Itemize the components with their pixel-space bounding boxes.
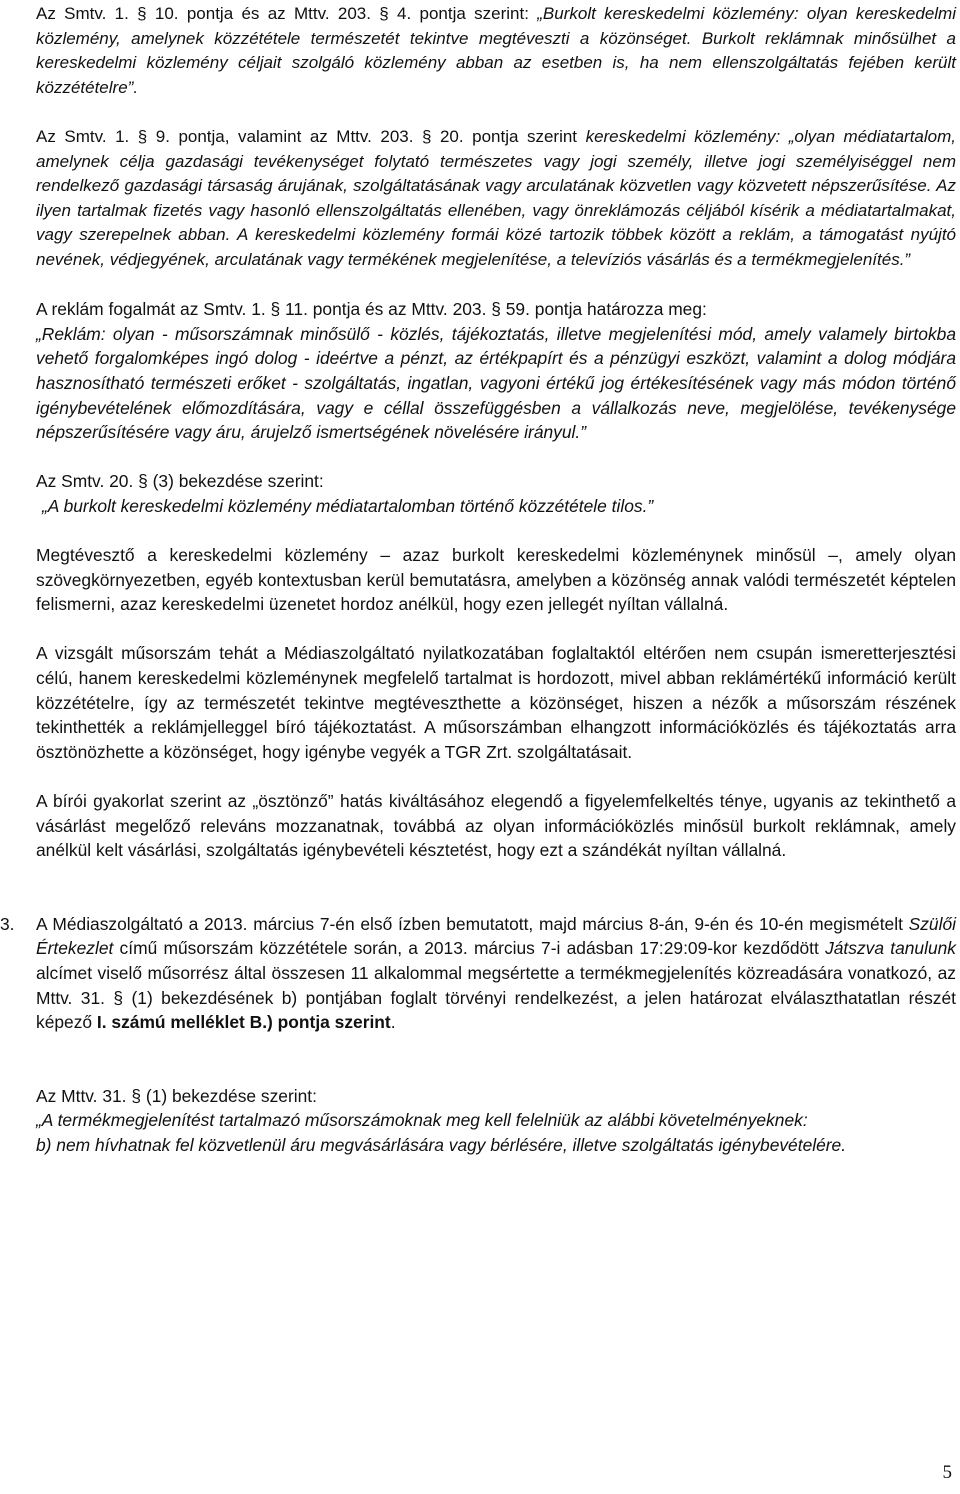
paragraph-reklam-lead: A reklám fogalmát az Smtv. 1. § 11. pontja és az Mttv. 203. § 59. pontja határozza meg: [36,299,707,320]
text-run: . [390,1012,396,1033]
text-run: című műsorszám közzététele során, a 2013. március 7-i adásban 17:29:09-kor kezdődött [113,938,826,959]
document-page [0,2,956,1158]
program-title: Szülői Értekezlet [36,913,956,959]
paragraph-mttv-quote-2: b) nem hívhatnak fel közvetlenül áru megvásárlására vagy bérlésére, illetve szolgáltatás igénybevételére. [36,1134,847,1155]
paragraph-mttv-quote-1: „A termékmegjelenítést tartalmazó műsorszámoknak meg kell felelniük az alábbi követelményeknek: [36,1110,808,1131]
paragraph-kereskedelmi-definition [36,125,956,273]
citation-lead: Az Smtv. 1. § 9. pontja, valamint az Mttv. 203. § 20. pontja szerint [36,126,586,146]
paragraph-reklam-quote: „Reklám: olyan - műsorszámnak minősülő - közlés, tájékoztatás, illetve megjelenítési mód, amely valamely birtokba vehető forgalomképes ingó dolog - ideértve a pénzt, az értékpapírt és a pénzügyi eszközt, valamint a dolog módjára hasznosítható természeti erőket - szolgáltatás, ingatlan, vagyoni értékű jog értékesítésének vagy más módon történő igénybevételének előmozdítására, vagy e céllal összefüggésben a vállalkozás neve, megjelölése, tevékenysége népszerűsítésére vagy áru, árujelző ismertségének növelésére irányul.” [36,323,956,443]
paragraph-number: 3. [0,913,15,934]
section-burkolt [36,2,956,273]
page-number: 5 [942,1462,952,1483]
paragraph-mttv-lead: Az Mttv. 31. § (1) bekezdése szerint: [36,1085,317,1106]
text-run: alcímet viselő műsorrész által összesen 11 alkalommal megsértette a termékmegjelenítés közreadására vonatkozó, az Mttv. 31. § (1) bekezdésének b) pontjában foglalt törvényi rendelkezést, a jelen határozat elválaszthatatlan részét képező [36,962,956,1033]
paragraph-megteveszto: Megtévesztő a kereskedelmi közlemény – azaz burkolt kereskedelmi közleménynek minősül –, amely olyan szövegkörnyezetben, egyéb kontextusban kerül bemutatásra, amelyben a közönség annak valódi természetét képtelen felismerni, azaz kereskedelmi üzenetet hordoz anélkül, hogy ezen jellegét nyíltan vállalná. [36,545,956,615]
paragraph-smtv-quote: „A burkolt kereskedelmi közlemény médiatartalomban történő közzététele tilos.” [42,495,654,516]
annex-reference: I. számú melléklet B.) pontja szerint [96,1012,391,1033]
segment-title: Játszva tanulunk [825,938,956,959]
numbered-paragraph-3 [0,912,956,1035]
paragraph-birói-gyakorlat: A bírói gyakorlat szerint az „ösztönző” hatás kiváltásához elegendő a figyelemfelkeltés ténye, ugyanis az tekinthető a vásárlást megelőző releváns mozzanatnak, továbbá az olyan információközlés minősül burkolt reklámnak, amely anélkül kelt vásárlási, szolgáltatás igénybevételi késztetést, hogy ezt a szándékát nyíltan vállalná. [36,791,956,861]
citation-quote: kereskedelmi közlemény: „olyan médiatartalom, amelynek célja gazdasági tevékenységet folytató természetes vagy jogi személy, illetve jogi személyiséggel nem rendelkező gazdasági társaság árujának, szolgáltatásának vagy arculatának közvetlen vagy közvetett népszerűsítése. Az ilyen tartalmak fizetés vagy hasonló ellenszolgáltatás ellenében, vagy önreklámozás céljából kísérik a médiatartalmakat, vagy szerepelnek abban. A kereskedelmi közlemény formái közé tartozik többek között a reklám, a támogatást nyújtó nevének, védjegyének, arculatának vagy termékének megjelenítése, a televíziós vásárlás és a termékmegjelenítés.” [36,126,956,269]
citation-lead: Az Smtv. 1. § 10. pontja és az Mttv. 203. § 4. pontja szerint: [36,4,538,23]
paragraph-burkolt-definition [36,2,956,100]
paragraph-smtv-lead: Az Smtv. 20. § (3) bekezdése szerint: [36,471,324,492]
citation-quote: „Burkolt kereskedelmi közlemény: olyan kereskedelmi közlemény, amelynek közzététele természetét tekintve megtéveszti a közönséget. Burkolt reklámnak minősülhet a kereskedelmi közlemény céljait szolgáló közlemény abban az esetben is, ha nem ellenszolgáltatás fejében került közzétételre”. [36,4,956,97]
text-run: A Médiaszolgáltató a 2013. március 7-én első ízben bemutatott, majd március 8-án, 9-én és 10-én megismételt [36,913,909,934]
paragraph-vizsgalt-musorszam: A vizsgált műsorszám tehát a Médiaszolgáltató nyilatkozatában foglaltaktól eltérően nem csupán ismeretterjesztési célú, hanem kereskedelmi közleménynek megfelelő tartalmat is hordozott, mivel abban reklámértékű információ került közzétételre, így az természetét tekintve megtéveszthette a közönséget, hiszen a nézők a műsorszám részének tekinthették a reklámjelleggel bíró tájékoztatást. A műsorszámban elhangzott információközlés és tájékoztatás arra ösztönözhette a közönséget, hogy igénybe vegyék a TGR Zrt. szolgáltatásait. [36,643,956,762]
